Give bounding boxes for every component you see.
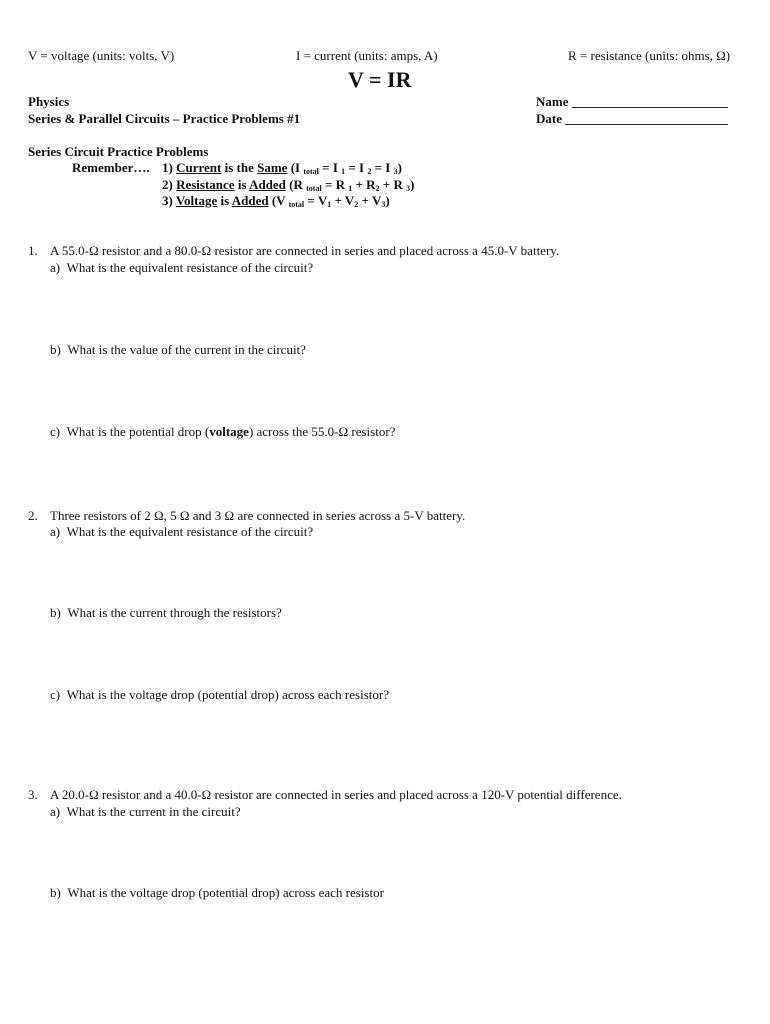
voltage-definition: V = voltage (units: volts, V) <box>28 48 175 63</box>
part-label: b) <box>50 885 61 900</box>
subscript: total <box>288 200 305 209</box>
part-label: a) <box>50 524 61 539</box>
part-label: c) <box>50 424 61 439</box>
rule-keyword: Added <box>249 177 286 192</box>
part-label: b) <box>50 605 61 620</box>
question-number: 3. <box>28 787 38 802</box>
question-part <box>50 605 282 621</box>
part-text: ) across the 55.0-Ω resistor? <box>248 424 396 439</box>
rule-equation: = I <box>345 160 368 175</box>
subscript: 1 <box>327 200 332 209</box>
date-blank-line: _________________________ <box>565 111 728 126</box>
rule-text: is <box>217 193 232 208</box>
subscript: 2 <box>367 167 372 176</box>
question-part <box>50 885 384 901</box>
subscript: 2 <box>375 184 380 193</box>
current-definition: I = current (units: amps, A) <box>296 48 438 63</box>
part-text: What is the current through the resistors? <box>67 605 282 620</box>
question-part <box>50 524 313 540</box>
subscript: 3 <box>393 167 398 176</box>
part-text: What is the equivalent resistance of the circuit? <box>66 524 314 539</box>
rule-text: is the <box>221 160 258 175</box>
question-part <box>50 424 395 440</box>
subscript: 1 <box>348 184 353 193</box>
question-part <box>50 687 389 703</box>
rule-number: 3) <box>162 193 173 208</box>
part-text: What is the potential drop ( <box>66 424 210 439</box>
question-number: 2. <box>28 508 38 523</box>
part-text: What is the voltage drop (potential drop) across each resistor <box>67 885 384 900</box>
question-text: A 55.0-Ω resistor and a 80.0-Ω resistor are connected in series and placed across a 45.0-V battery. <box>50 243 560 258</box>
subscript: 3 <box>406 184 411 193</box>
rule-equation: = R <box>321 177 349 192</box>
name-label: Name <box>536 94 569 109</box>
ohms-law-formula: V = IR <box>348 67 412 92</box>
rule-keyword: Added <box>231 193 269 208</box>
rule-voltage <box>162 193 390 213</box>
subject-label: Physics <box>28 94 70 109</box>
rule-equation: = I <box>318 160 342 175</box>
rule-text: is <box>234 177 250 192</box>
question-number: 1. <box>28 243 38 258</box>
rule-equation: (I <box>287 160 304 175</box>
rule-keyword: Resistance <box>176 177 235 192</box>
name-field <box>536 94 728 110</box>
part-text: What is the equivalent resistance of the circuit? <box>66 260 314 275</box>
rule-equation: + V <box>331 193 355 208</box>
question-text: A 20.0-Ω resistor and a 40.0-Ω resistor are connected in series and placed across a 120-V potential difference. <box>50 787 622 802</box>
part-text: What is the value of the current in the circuit? <box>67 342 306 357</box>
rule-equation: + R <box>352 177 376 192</box>
part-label: a) <box>50 804 61 819</box>
rule-equation: ) <box>397 160 402 175</box>
part-label: a) <box>50 260 61 275</box>
rule-equation: + R <box>379 177 407 192</box>
remember-label: Remember…. <box>72 160 150 175</box>
subscript: total <box>306 184 322 193</box>
rule-keyword: Voltage <box>175 193 218 208</box>
rule-equation: (R <box>285 177 307 192</box>
rule-equation: ) <box>410 177 415 192</box>
date-label: Date <box>536 111 562 126</box>
worksheet-title: Series & Parallel Circuits – Practice Problems #1 <box>28 111 301 126</box>
part-label: c) <box>50 687 61 702</box>
subscript: 3 <box>381 200 386 209</box>
rule-number: 2) <box>162 177 173 192</box>
rule-number: 1) <box>162 160 173 175</box>
rule-keyword: Same <box>257 160 288 175</box>
resistance-definition: R = resistance (units: ohms, Ω) <box>568 48 731 63</box>
part-text: What is the voltage drop (potential drop) across each resistor? <box>66 687 389 702</box>
question-part <box>50 260 313 276</box>
rule-equation: + V <box>358 193 382 208</box>
part-text-bold: voltage <box>209 424 249 439</box>
subscript: total <box>303 167 319 176</box>
subscript: 2 <box>354 200 359 209</box>
rule-equation: ) <box>385 193 390 208</box>
rule-equation: (V <box>268 193 289 208</box>
rule-equation: = I <box>371 160 394 175</box>
rule-keyword: Current <box>176 160 222 175</box>
rule-equation: = V <box>304 193 328 208</box>
date-field <box>536 111 728 127</box>
name-blank-line: ________________________ <box>571 94 728 109</box>
question-part <box>50 804 241 820</box>
question-text: Three resistors of 2 Ω, 5 Ω and 3 Ω are connected in series across a 5-V battery. <box>50 508 466 523</box>
question-part <box>50 342 306 358</box>
section-heading: Series Circuit Practice Problems <box>28 144 209 159</box>
part-label: b) <box>50 342 61 357</box>
subscript: 1 <box>341 167 346 176</box>
part-text: What is the current in the circuit? <box>66 804 241 819</box>
